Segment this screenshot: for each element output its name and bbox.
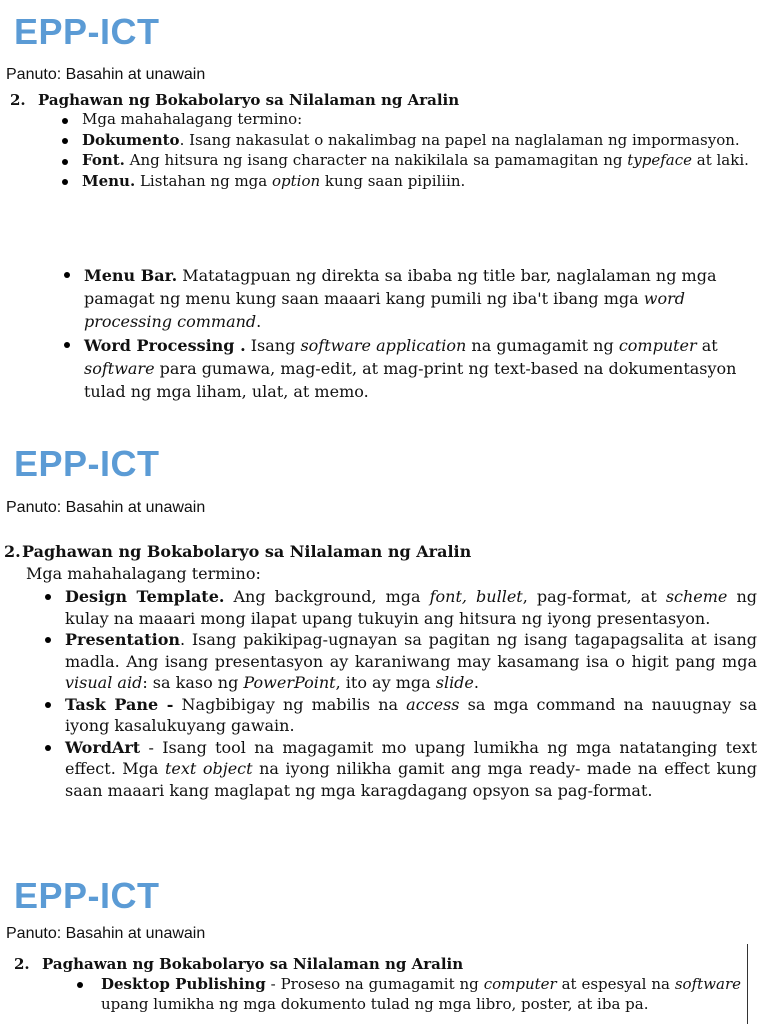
section-1 [0,0,768,410]
term-name: Task Pane - [65,694,174,714]
instruction: Panuto: Basahin at unawain [6,66,206,83]
brand-title: EPP-ICT [14,11,160,52]
bullet-icon [64,342,70,348]
list-item [65,629,757,694]
definition: Listahan ng mga option kung saan pipiliin. [135,171,466,190]
bullet-icon [62,179,68,185]
brand-title: EPP-ICT [14,875,160,916]
definition: - Isang tool na magagamit mo upang lumikha ng mga natatanging text effect. Mga text object na iyong nilikha gamit ang mga ready- made na effect kung saan maaari kang maglapat ng mga karagdagang opsyon sa pag-format. [65,737,757,800]
heading-number: 2. [4,542,21,561]
heading-number: 2. [10,91,26,109]
definition: . Isang nakasulat o nakalimbag na papel na naglalaman ng impormasyon. [179,130,740,149]
definition: Isang software application na gumagamit ng computer at software para gumawa, mag-edit, at mag-print ng text-based na dokumentasyon tulad ng mga liham, ulat, at memo. [84,336,737,401]
bullet-icon [77,982,83,988]
section-heading [10,91,459,109]
term-name: Menu. [82,171,136,190]
section-heading [14,955,463,973]
list-item [101,974,741,1014]
list-item [82,131,752,151]
term-list [65,586,757,801]
bullet-icon [45,745,51,751]
heading-text: Paghawan ng Bokabolaryo sa Nilalaman ng Aralin [42,955,464,973]
bullet-icon [64,272,70,278]
brand-title: EPP-ICT [14,443,160,484]
list-item [82,110,752,130]
term-name: Desktop Publishing [101,975,266,993]
term-name: Presentation [65,630,180,649]
section-3 [0,862,768,1024]
list-item [82,172,752,192]
term-name: Dokumento [82,130,180,149]
term-list [101,974,741,1014]
page-border-line [747,944,748,1024]
intro-text: Mga mahahalagang termino: [26,564,261,583]
term-name: WordArt [65,737,141,757]
list-item [65,737,757,802]
definition: - Proseso na gumagamit ng computer at espesyal na software upang lumikha ng mga dokumento tulad ng mga libro, poster, at iba pa. [101,975,741,1013]
bullet-icon [45,637,51,643]
definition: Nagbibigay ng mabilis na access sa mga command na nauugnay sa iyong kasalukuyang gawain. [65,694,758,735]
definition: . Isang pakikipag-ugnayan sa pagitan ng isang tagapagsalita at isang madla. Ang isang presentasyon ay karaniwang may kasamang isa o higit pang mga visual aid: sa kaso ng PowerPoint, ito ay mga slide. [65,630,757,692]
definition: Matatagpuan ng direkta sa ibaba ng title bar, naglalaman ng mga pamagat ng menu kung saan maaari kang pumili ng iba't ibang mga word processing command. [84,266,717,331]
bullet-icon [62,159,68,165]
list-item [65,586,757,629]
definition: Mga mahahalagang termino: [82,110,303,128]
definition: Ang background, mga font, bullet, pag-format, at scheme ng kulay na maaari mong ilapat upang tukuyin ang hitsura ng iyong presentasyon. [65,587,758,628]
heading-number: 2. [14,955,30,973]
term-name: Menu Bar. [84,266,178,285]
list-item [82,151,752,171]
term-list [82,110,752,191]
list-item [84,264,756,333]
section-heading [4,542,471,561]
instruction: Panuto: Basahin at unawain [6,499,206,516]
heading-text: Paghawan ng Bokabolaryo sa Nilalaman ng Aralin [22,542,472,561]
bullet-icon [62,138,68,144]
bullet-icon [62,118,68,124]
bullet-icon [45,594,51,600]
definition: Ang hitsura ng isang character na nakikilala sa pamamagitan ng typeface at laki. [124,151,749,169]
list-item [65,694,757,737]
list-item [84,334,756,403]
heading-text: Paghawan ng Bokabolaryo sa Nilalaman ng Aralin [38,91,460,109]
instruction: Panuto: Basahin at unawain [6,925,206,942]
term-name: Word Processing . [84,336,246,355]
term-name: Design Template. [65,587,225,606]
term-list-continued [84,264,756,403]
bullet-icon [45,702,51,708]
term-name: Font. [82,151,125,169]
section-2 [0,430,768,830]
